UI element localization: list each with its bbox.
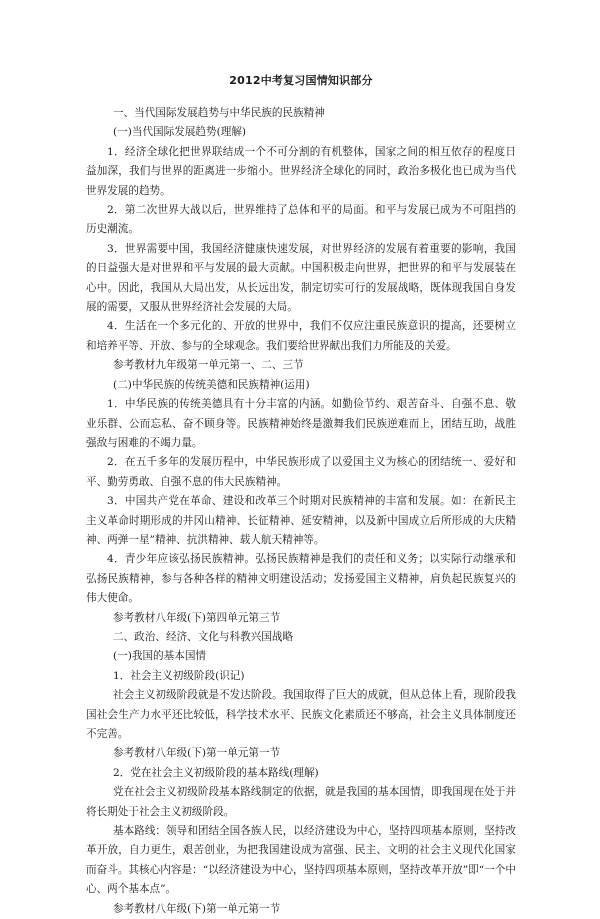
document-page (86, 72, 516, 919)
paragraph: 3．中国共产党在革命、建设和改革三个时期对民族精神的丰富和发展。如：在新民主主义革命时期形成的井冈山精神、长征精神、延安精神，以及新中国成立后所形成的大庆精神、两弹一星”精神、抗洪精神、载人航天精神等。 (86, 495, 516, 546)
paragraph: (一)我国的基本国情 (113, 650, 207, 663)
paragraph: 参考教材九年级第一单元第一、二、三节 (113, 359, 304, 372)
paragraph: 基本路线：领导和团结全国各族人民，以经济建设为中心，坚持四项基本原则，坚持改革开放，自力更生，艰苦创业，为把我国建设成为富强、民主、文明的社会主义现代化国家而奋斗。其核心内容是：“以经济建设为中心，坚持四项基本原则，坚持改革开放”即“一个中心、两个基本点”。 (86, 825, 516, 896)
paragraph: 3．世界需要中国，我国经济健康快速发展，对世界经济的发展有着重要的影响，我国的日益强大是对世界和平与发展的最大贡献。中国积极走向世界，把世界的和平与发展装在心中。因此，我国从大局出发，从长远出发，制定切实可行的发展战略，既体现我国自身发展的需要，又服从世界经济社会发展的大局。 (86, 242, 516, 314)
paragraph: 2．在五千多年的发展历程中，中华民族形成了以爱国主义为核心的团结统一、爱好和平、勤劳勇敢、自强不息的伟大民族精神。 (86, 456, 516, 488)
paragraph: 2．党在社会主义初级阶段的基本路线(理解) (113, 766, 319, 779)
paragraph: 1．中华民族的传统美德具有十分丰富的内涵。如勤俭节约、艰苦奋斗、自强不息、敬业乐群、公而忘私、奋不顾身等。民族精神始终是激舞我们民族逆难而上，团结互助，战胜强敌与困难的不竭力量。 (86, 398, 516, 449)
paragraph: (一)当代国际发展趋势(理解) (113, 126, 247, 139)
paragraph: 1．经济全球化把世界联结成一个不可分割的有机整体，国家之间的相互依存的程度日益加深，我们与世界的距离进一步缩小。世界经济全球化的同时，政治多极化也已成为当代世界发展的趋势。 (86, 145, 516, 197)
paragraph: 社会主义初级阶段就是不发达阶段。我国取得了巨大的成就，但从总体上看，现阶段我国社会生产力水平还比较低，科学技术水平、民族文化素质还不够高，社会主义具体制度还不完善。 (86, 689, 516, 740)
paragraph: 一、当代国际发展趋势与中华民族的民族精神 (113, 107, 325, 119)
document-body (86, 104, 516, 919)
paragraph: 4．生活在一个多元化的、开放的世界中，我们不仅应注重民族意识的提高，还要树立和培养平等、开放、参与的全球观念。我们要给世界献出我们力所能及的关爱。 (86, 320, 516, 352)
paragraph: 2．第二次世界大战以后，世界维持了总体和平的局面。和平与发展已成为不可阻挡的历史潮流。 (86, 204, 516, 236)
paragraph: 二、政治、经济、文化与科教兴国战略 (113, 630, 294, 643)
paragraph: 党在社会主义初级阶段基本路线制定的依据，就是我国的基本国情，即我国现在处于并将长期处于社会主义初级阶段。 (86, 786, 516, 818)
paragraph: (二)中华民族的传统美德和民族精神(运用) (113, 378, 310, 391)
paragraph: 4．青少年应该弘扬民族精神。弘扬民族精神是我们的责任和义务；以实际行动继承和弘扬民族精神，参与各种各样的精神文明建设活动；发扬爱国主义精神，肩负起民族复兴的伟大使命。 (86, 553, 516, 605)
document-title: 2012中考复习国情知识部分 (229, 74, 373, 87)
paragraph: 参考教材八年级(下)第四单元第三节 (113, 611, 281, 624)
paragraph: 1．社会主义初级阶段(识记) (113, 669, 245, 682)
paragraph: 参考教材八年级(下)第一单元第一节 (113, 902, 281, 915)
paragraph: 参考教材八年级(下)第一单元第一节 (113, 747, 281, 760)
